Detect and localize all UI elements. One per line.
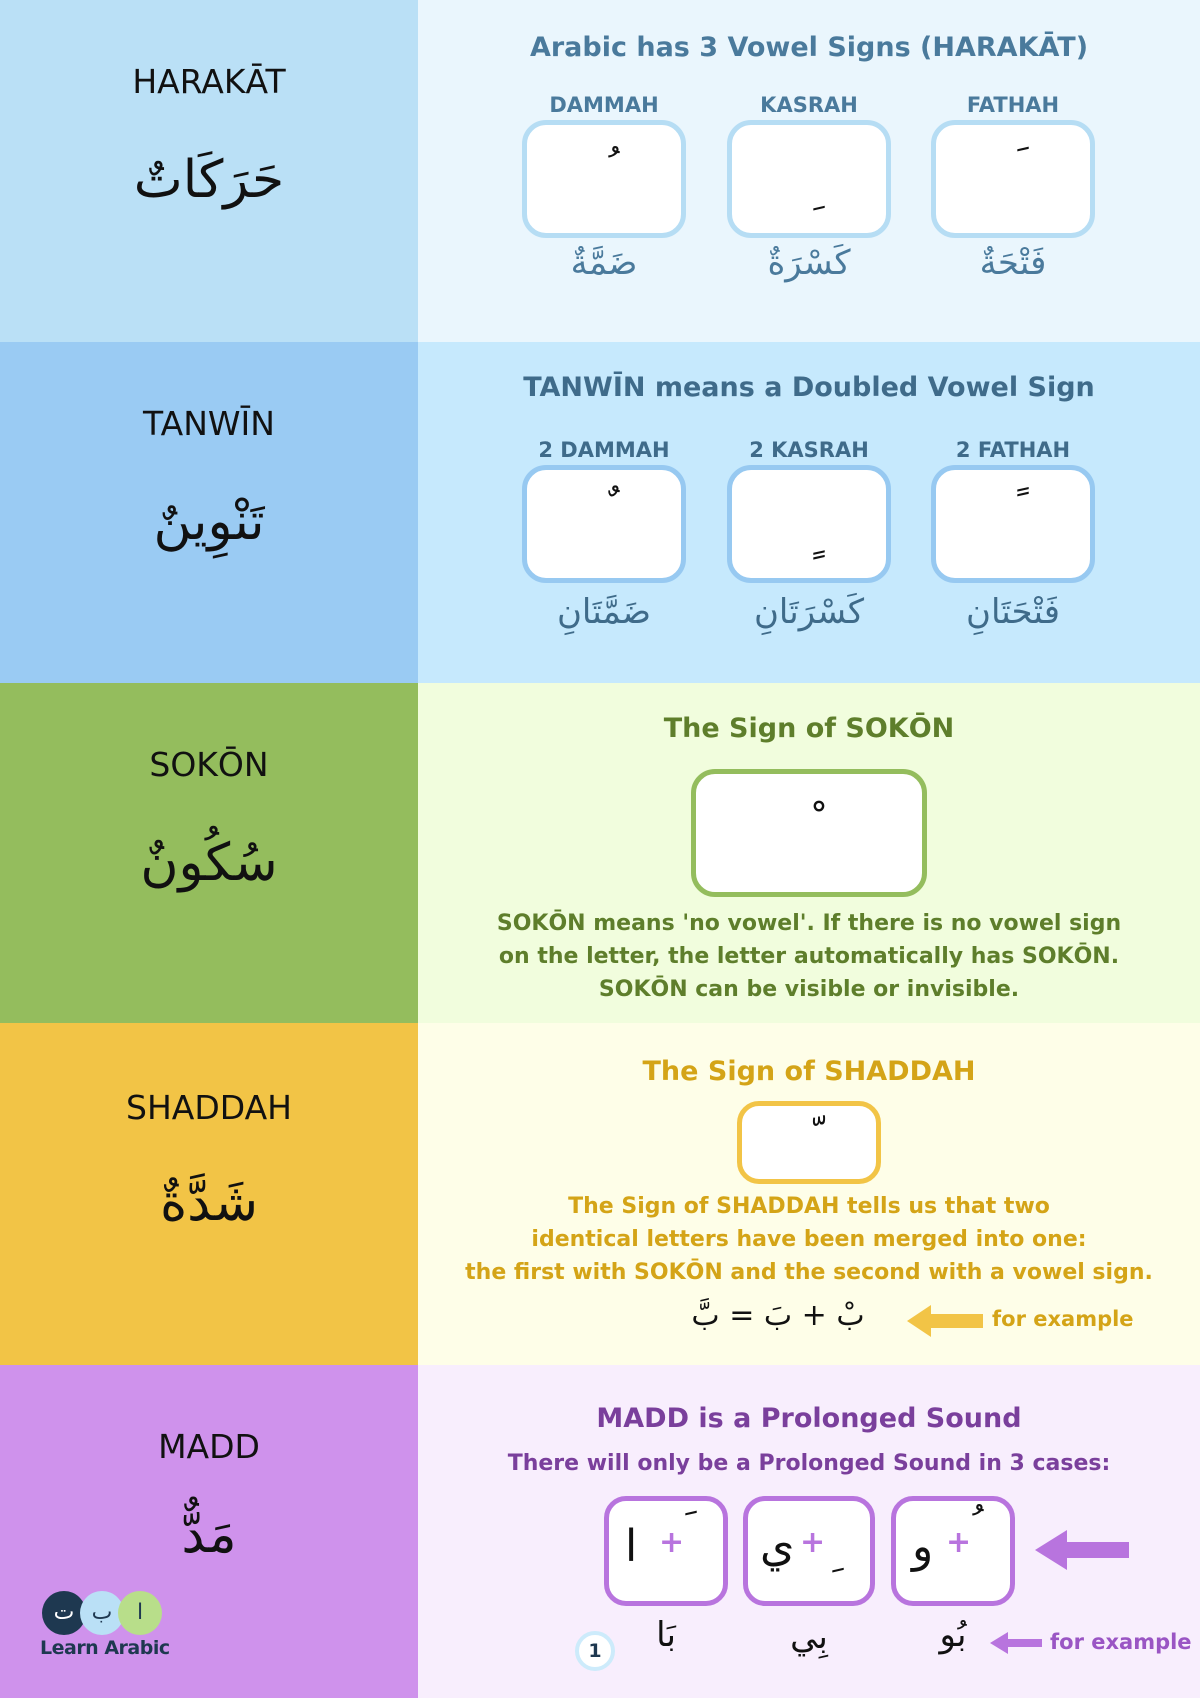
harakat-word-kasrah: كَسْرَةٌ xyxy=(767,243,851,283)
madd-plus-ya: + xyxy=(800,1525,826,1560)
kasrah-mark xyxy=(732,169,886,215)
sokon-description xyxy=(418,907,1200,1006)
sokon-description-line-1: SOKŌN means 'no vowel'. If there is no vowel sign xyxy=(496,911,1122,936)
tanwin-section xyxy=(0,342,1200,683)
tanwin-word-2-kasrah: كَسْرَتَانِ xyxy=(753,592,865,632)
logo-letter-ta: ت xyxy=(53,1600,75,1625)
madd-letter-waw: و xyxy=(912,1521,934,1572)
madd-example-ba-alif: بَا xyxy=(656,1615,676,1655)
shaddah-mark xyxy=(742,1114,876,1160)
madd-english-name: MADD xyxy=(158,1427,260,1466)
madd-box-alif xyxy=(604,1496,728,1606)
shaddah-left-panel xyxy=(0,1023,418,1365)
tanwin-label-2-dammah: 2 DAMMAH xyxy=(538,438,670,462)
harakat-box-kasrah xyxy=(727,120,891,238)
shaddah-right-panel xyxy=(418,1023,1200,1365)
shaddah-section xyxy=(0,1023,1200,1365)
harakat-english-name: HARAKĀT xyxy=(132,62,286,101)
tanwin-word-2-dammah: ضَمَّتَانِ xyxy=(556,592,652,632)
sokon-description-line-3: SOKŌN can be visible or invisible. xyxy=(598,977,1020,1002)
sokon-right-panel xyxy=(418,683,1200,1023)
sokon-english-name: SOKŌN xyxy=(149,745,269,784)
tanwin-label-2-fathah: 2 FATHAH xyxy=(955,438,1071,462)
sokon-left-panel xyxy=(0,683,418,1023)
tanwin-arabic-name: تَنْوِينٌ xyxy=(153,492,265,552)
tanwin-label-2-kasrah: 2 KASRAH xyxy=(749,438,869,462)
madd-for-example-label: for example xyxy=(1050,1630,1192,1654)
madd-example-ba-waw: بُو xyxy=(939,1615,967,1655)
shaddah-box xyxy=(737,1101,881,1184)
tanwin-right-panel xyxy=(418,342,1200,683)
left-arrow-icon xyxy=(907,1303,983,1339)
shaddah-description xyxy=(418,1190,1200,1289)
logo xyxy=(40,1591,170,1663)
harakat-heading: Arabic has 3 Vowel Signs (HARAKĀT) xyxy=(529,32,1089,63)
double-fathah-mark xyxy=(936,484,1090,530)
double-dammah-mark xyxy=(527,484,681,530)
madd-letter-ya: ي xyxy=(760,1521,795,1572)
tanwin-word-2-fathah: فَتْحَتَانِ xyxy=(965,592,1061,632)
logo-letter-alif: ا xyxy=(136,1600,144,1625)
tanwin-heading: TANWĪN means a Doubled Vowel Sign xyxy=(523,372,1095,403)
madd-section xyxy=(0,1365,1200,1698)
madd-box-waw xyxy=(891,1496,1015,1606)
madd-box-ya xyxy=(743,1496,875,1606)
dammah-mark xyxy=(527,145,681,191)
madd-heading: MADD is a Prolonged Sound xyxy=(596,1403,1022,1434)
logo-circle-alif xyxy=(118,1591,162,1635)
madd-plus-waw: + xyxy=(946,1525,972,1560)
madd-arabic-name: مَدٌّ xyxy=(181,1505,237,1565)
shaddah-description-line-2: identical letters have been merged into one: xyxy=(531,1227,1087,1252)
tanwin-box-2-dammah xyxy=(522,465,686,583)
harakat-box-dammah xyxy=(522,120,686,238)
harakat-arabic-name: حَرَكَاتٌ xyxy=(133,150,285,210)
madd-example-ba-ya: بِي xyxy=(790,1617,828,1657)
logo-letter-ba: ب xyxy=(91,1600,113,1625)
page-number xyxy=(575,1631,615,1671)
shaddah-example-equation: بْ + بَ = بَّ xyxy=(691,1298,865,1333)
tanwin-left-panel xyxy=(0,342,418,683)
harakat-word-dammah: ضَمَّةٌ xyxy=(570,243,638,283)
madd-subheading: There will only be a Prolonged Sound in 3 cases: xyxy=(507,1451,1111,1476)
fathah-mark xyxy=(936,139,1090,185)
harakat-section xyxy=(0,0,1200,342)
tanwin-box-2-fathah xyxy=(931,465,1095,583)
double-kasrah-mark xyxy=(732,514,886,560)
madd-left-panel xyxy=(0,1365,418,1698)
tanwin-box-2-kasrah xyxy=(727,465,891,583)
madd-letter-alif: ا xyxy=(625,1521,638,1572)
madd-right-panel xyxy=(418,1365,1200,1698)
shaddah-description-line-3: the first with SOKŌN and the second with a vowel sign. xyxy=(465,1260,1153,1285)
shaddah-heading: The Sign of SHADDAH xyxy=(642,1056,976,1087)
logo-text: Learn Arabic xyxy=(40,1637,170,1659)
madd-plus-alif: + xyxy=(659,1525,685,1560)
sokon-arabic-name: سُكُونٌ xyxy=(140,833,278,893)
sokon-mark xyxy=(696,800,922,846)
sokon-description-line-2: on the letter, the letter automatically has SOKŌN. xyxy=(498,944,1120,969)
harakat-word-fathah: فَتْحَةٌ xyxy=(979,243,1047,283)
shaddah-description-line-1: The Sign of SHADDAH tells us that two xyxy=(568,1194,1050,1219)
sokon-box xyxy=(691,769,927,897)
harakat-label-fathah: FATHAH xyxy=(966,93,1060,117)
left-arrow-icon xyxy=(1035,1528,1129,1572)
shaddah-arabic-name: شَدَّةٌ xyxy=(159,1173,259,1233)
harakat-right-panel xyxy=(418,0,1200,342)
harakat-label-kasrah: KASRAH xyxy=(760,93,858,117)
harakat-label-dammah: DAMMAH xyxy=(549,93,659,117)
shaddah-english-name: SHADDAH xyxy=(126,1088,292,1127)
shaddah-for-example-label: for example xyxy=(992,1307,1134,1331)
sokon-heading: The Sign of SOKŌN xyxy=(663,713,955,744)
sokon-section xyxy=(0,683,1200,1023)
harakat-box-fathah xyxy=(931,120,1095,238)
page-number-text: 1 xyxy=(588,1640,602,1662)
harakat-left-panel xyxy=(0,0,418,342)
left-arrow-icon xyxy=(990,1631,1042,1655)
tanwin-english-name: TANWĪN xyxy=(143,404,275,443)
